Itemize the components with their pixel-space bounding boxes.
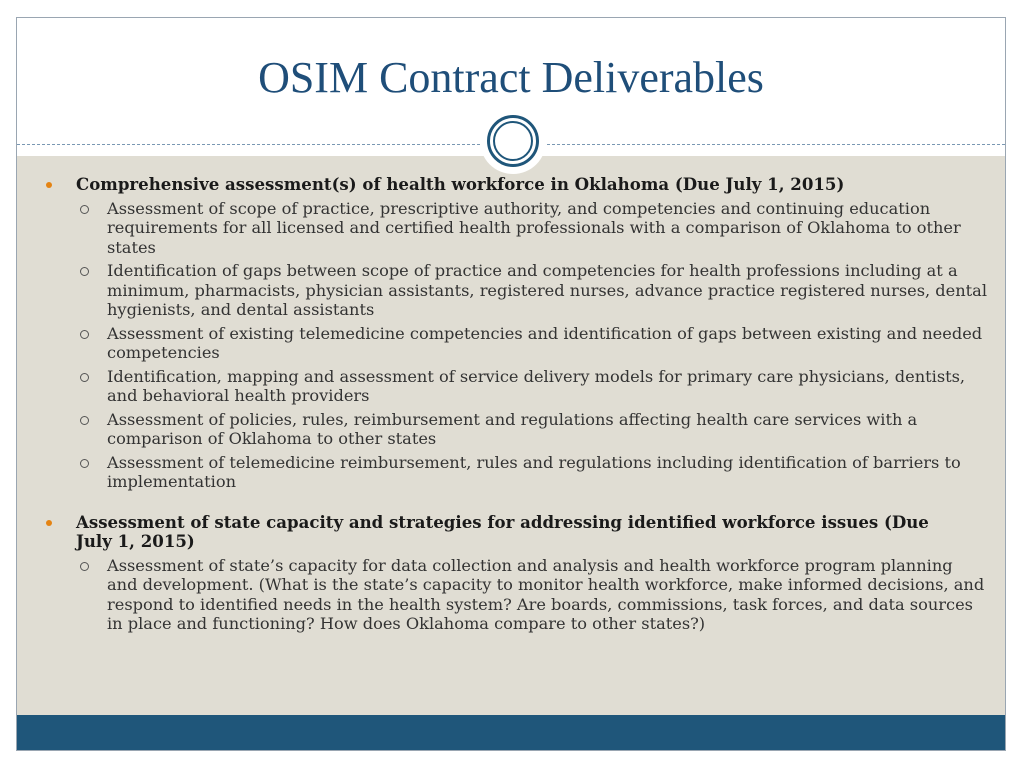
list-item <box>107 261 987 320</box>
circle-bullet-icon <box>80 267 89 276</box>
footer-bar <box>17 715 1005 750</box>
list-item-text: Assessment of policies, rules, reimbursement and regulations affecting health care services with a comparison of Oklahoma to other states <box>107 409 918 448</box>
list-item-text: Identification, mapping and assessment of service delivery models for primary care physicians, dentists, and behavioral health providers <box>107 366 966 405</box>
list-item <box>107 410 987 449</box>
list-item <box>107 367 987 406</box>
bullet-dot-icon <box>46 520 52 526</box>
section-heading <box>76 175 956 195</box>
list-item-text: Assessment of scope of practice, prescriptive authority, and competencies and continuing education requirements for all licensed and certified health professionals with a comparison of Oklahoma to other states <box>107 198 961 257</box>
bullet-list <box>17 175 1005 634</box>
circle-bullet-icon <box>80 459 89 468</box>
list-item-text: Identification of gaps between scope of practice and competencies for health professions including at a minimum, pharmacists, physician assistants, registered nurses, advance practice registered nurses, dental hygienists, and dental assistants <box>107 261 988 319</box>
list-item <box>107 199 987 258</box>
list-item <box>107 556 987 634</box>
section-heading-text: Comprehensive assessment(s) of health workforce in Oklahoma (Due July 1, 2015) <box>76 174 845 194</box>
circle-bullet-icon <box>80 205 89 214</box>
list-item <box>107 453 987 492</box>
section-heading <box>76 513 956 552</box>
list-item <box>107 324 987 363</box>
list-item-text: Assessment of telemedicine reimbursement, rules and regulations including identification of barriers to implementation <box>107 452 961 491</box>
list-item-text: Assessment of state’s capacity for data collection and analysis and health workforce program planning and development. (What is the state’s capacity to monitor health workforce, make informed decisions, and respond to identified needs in the health system? Are boards, commissions, task forces, and data sources in place and functioning? How does Oklahoma compare to other states?) <box>107 555 985 633</box>
circle-bullet-icon <box>80 416 89 425</box>
circle-bullet-icon <box>80 330 89 339</box>
circle-bullet-icon <box>80 373 89 382</box>
section-heading-text: Assessment of state capacity and strategies for addressing identified workforce issues (Due July 1, 2015) <box>76 511 929 551</box>
circle-ornament-inner-icon <box>493 121 533 161</box>
slide-frame <box>16 17 1006 751</box>
slide-title: OSIM Contract Deliverables <box>258 53 764 102</box>
circle-bullet-icon <box>80 562 89 571</box>
list-item-text: Assessment of existing telemedicine competencies and identification of gaps between existing and needed competencies <box>107 323 983 362</box>
section-spacer <box>17 492 1005 513</box>
bullet-dot-icon <box>46 182 52 188</box>
